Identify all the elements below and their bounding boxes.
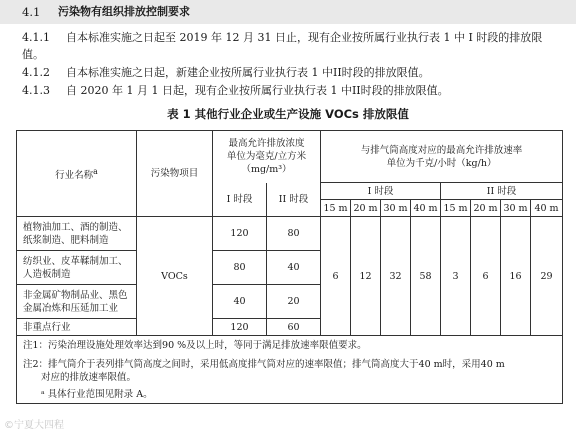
rate-value: 6 [321,217,351,336]
industry-name-line2: 纸浆制造、肥料制造 [23,234,109,246]
header-concentration-line2: 单位为毫克/立方米 [226,151,307,163]
conc-period-2-value: 60 [267,319,321,336]
header-conc-period-1: I 时段 [213,183,267,217]
header-rate-period-1: I 时段 [321,183,441,200]
paragraph-text: 自本标准实施之日起至 2019 年 12 月 31 日止，现有企业按所属行业执行表 1 中 I 时段的排放限 [66,31,543,44]
industry-name-line2: 金属冶炼和压延加工业 [23,302,119,314]
table-note-1: 注1：污染治理设施处理效率达到90 %及以上时，等同于满足排放速率限值要求。 [17,336,563,356]
paragraph-4-1-2 [22,64,430,81]
pollutant-cell: VOCs [137,217,213,336]
header-concentration [213,131,321,183]
industry-name [17,217,137,251]
conc-period-2-value: 40 [267,251,321,285]
rate-value: 6 [471,217,501,336]
height-header: 15 m [441,200,471,217]
rate-value: 16 [501,217,531,336]
table-title: 表 1 其他行业企业或生产设施 VOCs 排放限值 [167,107,409,121]
paragraph-4-1-1 [22,29,562,63]
header-rate-line1: 与排气筒高度对应的最高允许排放速率 [360,144,523,156]
height-header: 20 m [351,200,381,217]
rate-value: 32 [381,217,411,336]
header-industry [17,131,137,217]
watermark: ©宁夏大四程 [4,420,64,431]
paragraph-4-1-3 [22,82,562,99]
header-concentration-line1: 最高允许排放浓度 [228,138,305,150]
industry-name-line1: 纺织业、皮革鞣制加工、 [23,255,128,267]
header-conc-period-2: II 时段 [267,183,321,217]
section-header [0,0,576,24]
paragraph-number: 4.1.3 [22,84,50,97]
table-note-a: ᵃ 具体行业范围见附录 A。 [17,386,563,404]
conc-period-2-value: 20 [267,285,321,319]
conc-period-1-value: 80 [213,251,267,285]
rate-value: 12 [351,217,381,336]
emission-limits-table [16,130,563,404]
table-note-2-line2: 对应的排放速率限值。 [41,371,137,383]
paragraph-number: 4.1.2 [22,66,50,79]
header-pollutant: 污染物项目 [137,131,213,217]
section-title: 污染物有组织排放控制要求 [58,5,190,18]
rate-value: 29 [531,217,563,336]
industry-name-line2: 人造板制造 [23,268,71,280]
rate-value: 3 [441,217,471,336]
height-header: 20 m [471,200,501,217]
header-concentration-unit: （mg/m³） [241,164,292,176]
header-industry-label: 行业名称 [55,170,94,182]
header-rate-period-2: II 时段 [441,183,563,200]
conc-period-1-value: 120 [213,217,267,251]
height-header: 40 m [411,200,441,217]
paragraph-text-continued: 值。 [22,48,44,61]
conc-period-2-value: 80 [267,217,321,251]
height-header: 30 m [381,200,411,217]
table-note-2 [17,356,563,386]
height-header: 40 m [531,200,563,217]
industry-name-line1: 植物油加工、酒的制造、 [23,221,128,233]
conc-period-1-value: 120 [213,319,267,336]
industry-name [17,251,137,285]
conc-period-1-value: 40 [213,285,267,319]
footnote-mark: a [93,166,98,176]
table-row [17,217,563,251]
height-header: 30 m [501,200,531,217]
height-header: 15 m [321,200,351,217]
section-number: 4.1 [22,5,41,19]
header-rate [321,131,563,183]
rate-value: 58 [411,217,441,336]
paragraph-text: 自本标准实施之日起，新建企业按所属行业执行表 1 中II时段的排放限值。 [66,66,430,79]
industry-name: 非重点行业 [17,319,137,336]
header-rate-line2: 单位为千克/小时（kg/h） [386,157,497,169]
table-note-2-line1: 注2：排气筒介于表列排气筒高度之间时，采用低高度排气筒对应的速率限值；排气筒高度大于40 m时，采用40 m [23,358,505,370]
paragraph-number: 4.1.1 [22,31,50,44]
industry-name [17,285,137,319]
industry-name-line1: 非金属矿物制品业、黑色 [23,289,128,301]
paragraph-text: 自 2020 年 1 月 1 日起，现有企业按所属行业执行表 1 中II时段的排放限值。 [66,84,449,97]
